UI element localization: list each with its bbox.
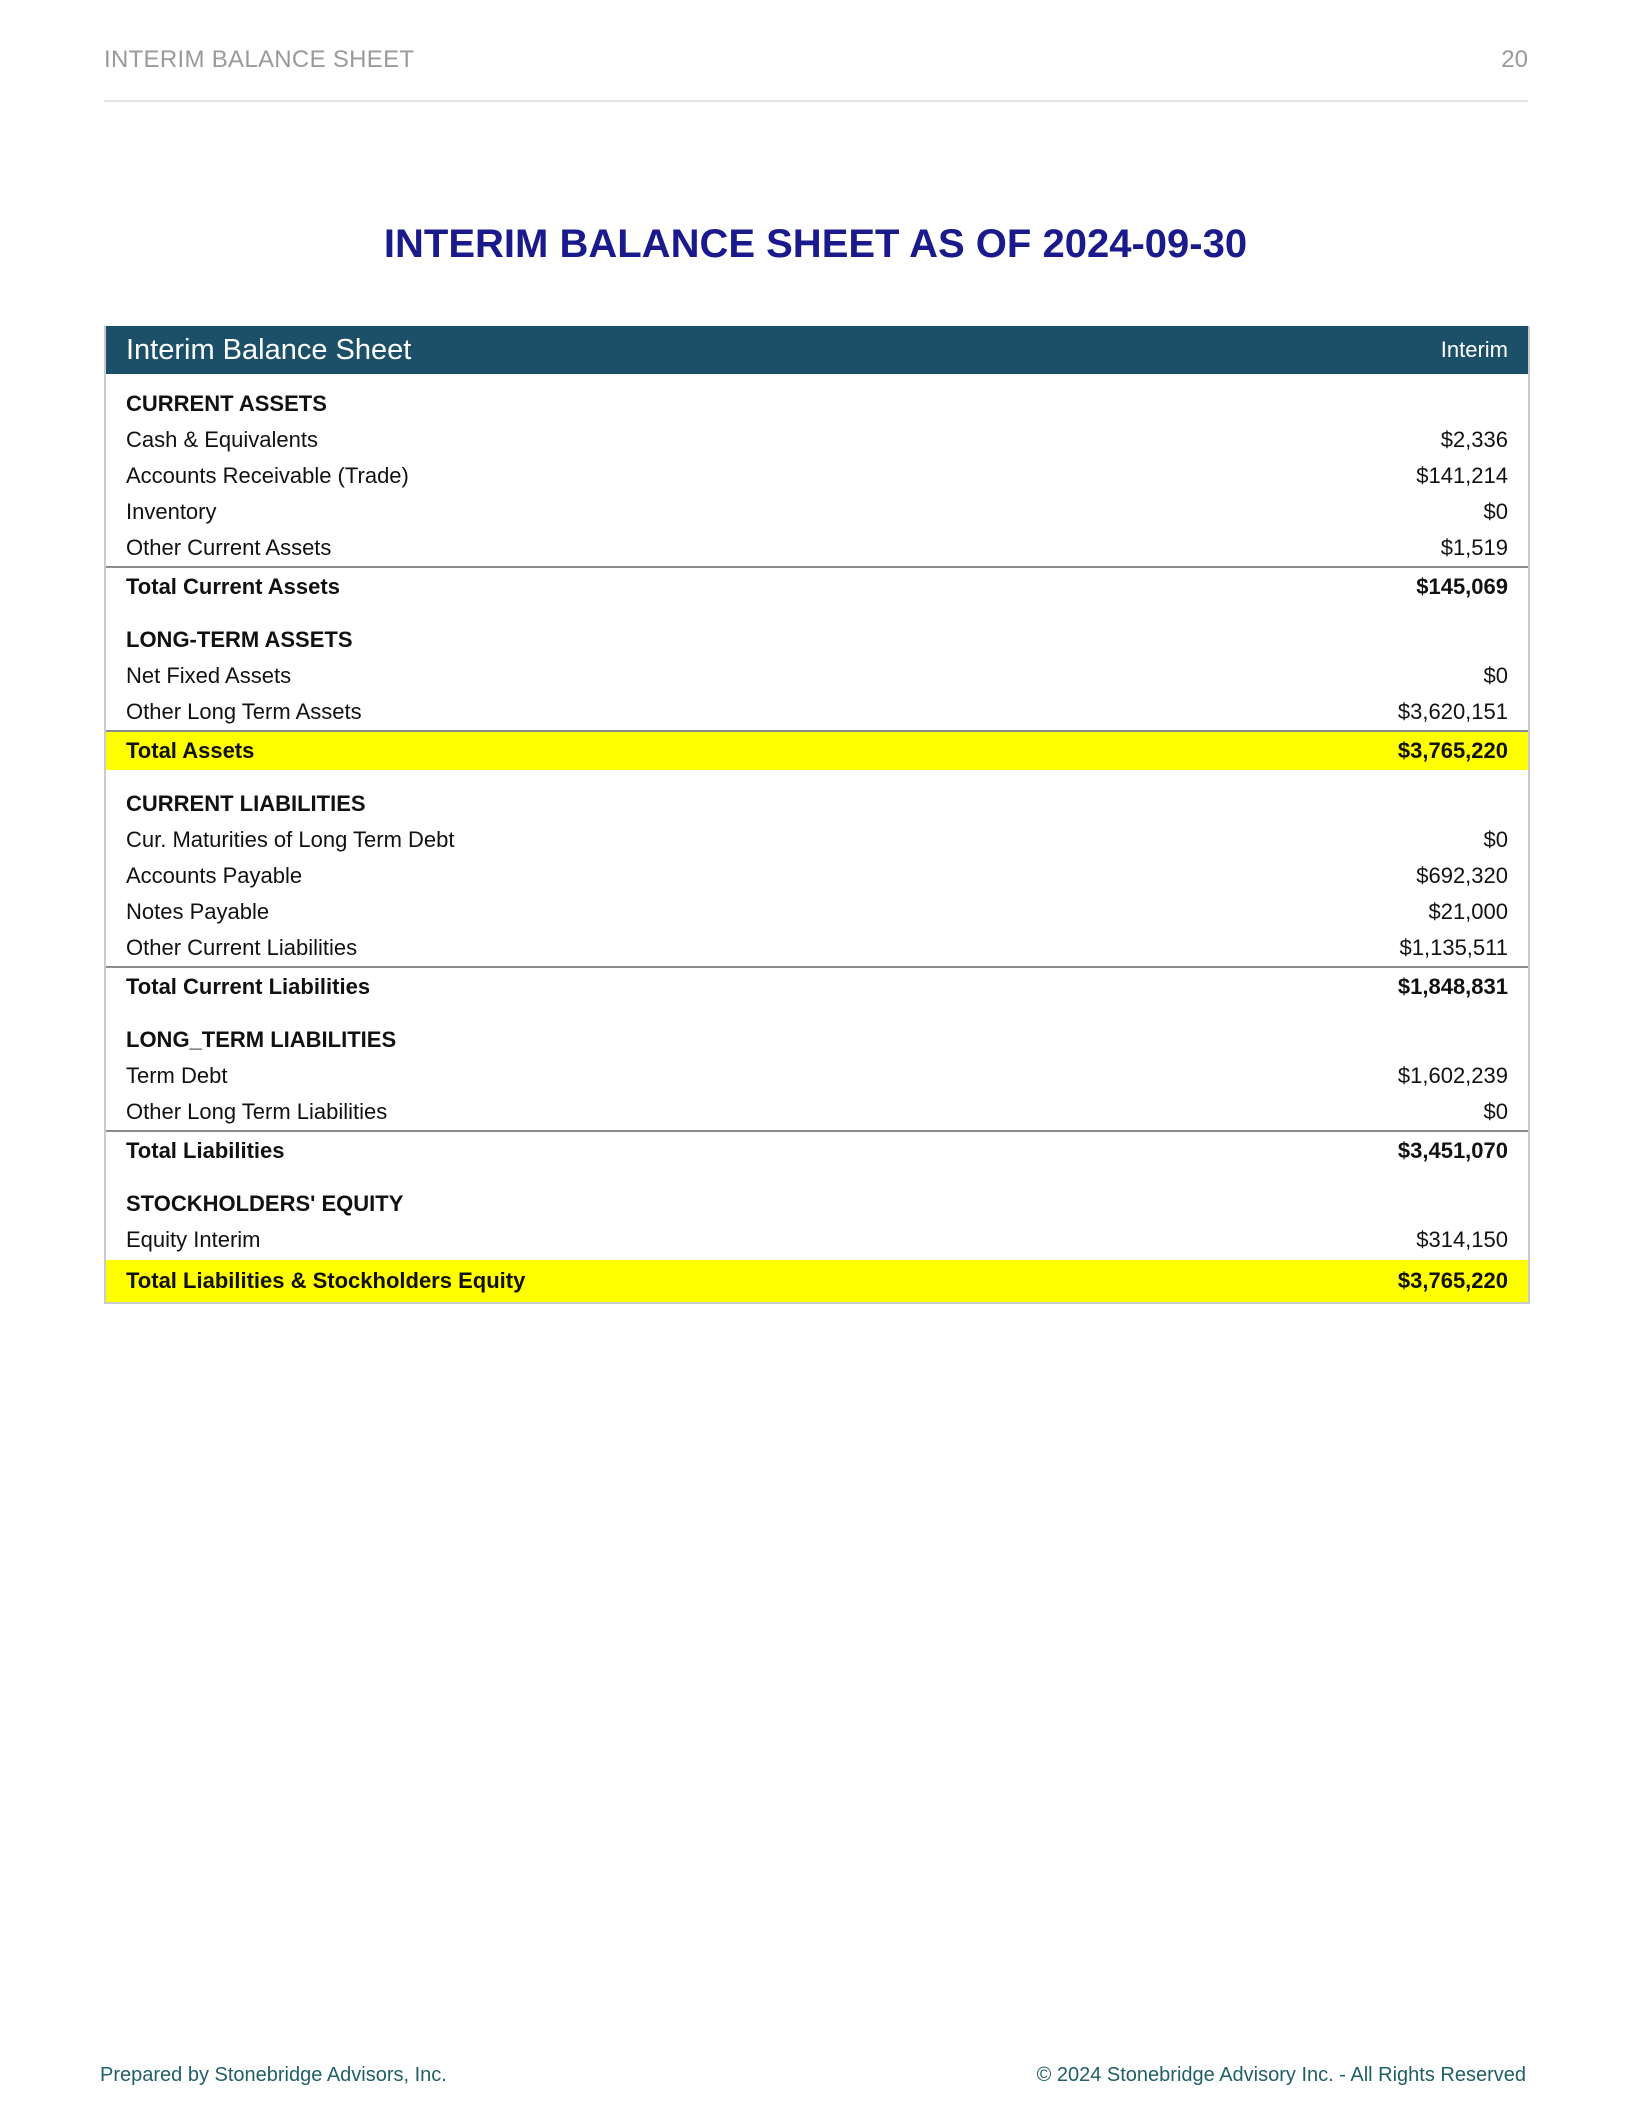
row-value: $21,000 xyxy=(1428,899,1508,924)
total-label: Total Assets xyxy=(126,738,255,763)
row-value: $1,602,239 xyxy=(1397,1063,1508,1088)
footer-prepared-by: Prepared by Stonebridge Advisors, Inc. xyxy=(100,2064,447,2086)
total-label: Total Current Assets xyxy=(126,574,340,599)
table-title: Interim Balance Sheet xyxy=(126,333,412,366)
total-value: $3,765,220 xyxy=(1397,738,1508,763)
total-row-current-assets xyxy=(106,566,1528,606)
total-label: Total Liabilities & Stockholders Equity xyxy=(126,1268,526,1293)
total-label: Total Liabilities xyxy=(126,1138,285,1163)
row-label: Equity Interim xyxy=(126,1227,261,1252)
total-label: Total Current Liabilities xyxy=(126,974,371,999)
section-heading-long-term-liabilities xyxy=(106,1022,1528,1058)
running-title: INTERIM BALANCE SHEET xyxy=(104,46,415,73)
section-label: CURRENT ASSETS xyxy=(126,391,327,416)
section-label: STOCKHOLDERS' EQUITY xyxy=(126,1191,404,1216)
row-label: Term Debt xyxy=(126,1063,228,1088)
row-label: Accounts Receivable (Trade) xyxy=(126,463,409,488)
table-row xyxy=(106,658,1528,694)
table-row xyxy=(106,458,1528,494)
section-label: LONG_TERM LIABILITIES xyxy=(126,1027,397,1052)
row-label: Accounts Payable xyxy=(126,863,303,888)
footer-copyright: © 2024 Stonebridge Advisory Inc. - All Rights Reserved xyxy=(1036,2064,1526,2086)
row-value: $1,135,511 xyxy=(1399,935,1508,960)
row-label: Notes Payable xyxy=(126,899,270,924)
row-label: Other Current Liabilities xyxy=(126,935,358,960)
table-row xyxy=(106,530,1528,566)
total-row-liabilities-equity xyxy=(106,1260,1528,1302)
row-label: Net Fixed Assets xyxy=(126,663,292,688)
row-label: Cash & Equivalents xyxy=(126,427,318,452)
total-value: $3,451,070 xyxy=(1397,1138,1508,1163)
total-value: $145,069 xyxy=(1416,574,1508,599)
total-row-liabilities xyxy=(106,1130,1528,1170)
row-value: $0 xyxy=(1483,827,1508,852)
row-value: $314,150 xyxy=(1416,1227,1508,1252)
section-label: LONG-TERM ASSETS xyxy=(126,627,353,652)
table-row xyxy=(106,894,1528,930)
row-label: Other Current Assets xyxy=(126,535,332,560)
column-header-interim: Interim xyxy=(1440,337,1508,362)
row-label: Other Long Term Assets xyxy=(126,699,362,724)
table-row xyxy=(106,1222,1528,1258)
row-value: $3,620,151 xyxy=(1397,699,1508,724)
section-label: CURRENT LIABILITIES xyxy=(126,791,366,816)
table-row xyxy=(106,422,1528,458)
total-row-current-liabilities xyxy=(106,966,1528,1006)
section-heading-current-liabilities xyxy=(106,786,1528,822)
table-body xyxy=(106,374,1528,1302)
section-heading-equity xyxy=(106,1186,1528,1222)
table-row xyxy=(106,858,1528,894)
row-value: $0 xyxy=(1483,663,1508,688)
row-value: $141,214 xyxy=(1416,463,1508,488)
section-heading-long-term-assets xyxy=(106,622,1528,658)
table-row xyxy=(106,494,1528,530)
row-value: $0 xyxy=(1483,1099,1508,1124)
total-row-assets xyxy=(106,730,1528,770)
table-header xyxy=(106,326,1528,374)
row-value: $2,336 xyxy=(1440,427,1508,452)
table-row xyxy=(106,822,1528,858)
total-value: $3,765,220 xyxy=(1397,1268,1508,1293)
row-label: Other Long Term Liabilities xyxy=(126,1099,388,1124)
table-row xyxy=(106,1094,1528,1130)
row-value: $0 xyxy=(1483,499,1508,524)
balance-sheet-table xyxy=(104,326,1530,1304)
table-row xyxy=(106,694,1528,730)
row-value: $1,519 xyxy=(1440,535,1508,560)
table-row xyxy=(106,1058,1528,1094)
table-row xyxy=(106,930,1528,966)
row-label: Inventory xyxy=(126,499,217,524)
page-title: INTERIM BALANCE SHEET AS OF 2024-09-30 xyxy=(383,222,1248,266)
row-label: Cur. Maturities of Long Term Debt xyxy=(126,827,455,852)
total-value: $1,848,831 xyxy=(1397,974,1508,999)
section-heading-current-assets xyxy=(106,386,1528,422)
page-number: 20 xyxy=(1501,46,1528,73)
row-value: $692,320 xyxy=(1416,863,1508,888)
page-header xyxy=(104,46,1528,102)
